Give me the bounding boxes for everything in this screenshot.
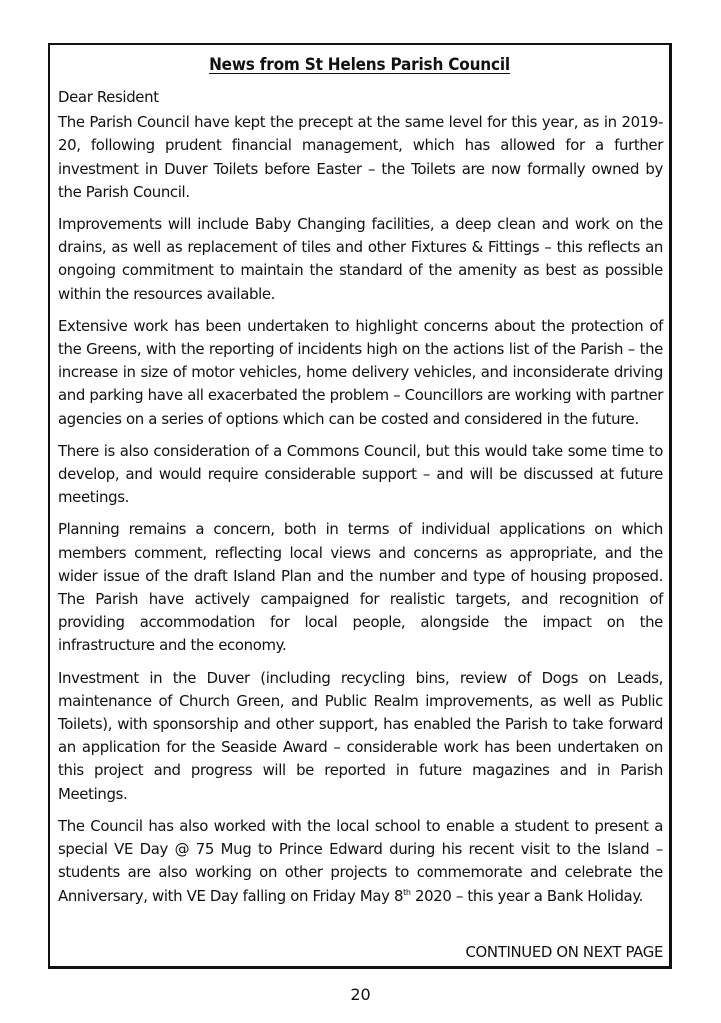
page-number: 20 <box>350 985 371 1004</box>
article-body <box>58 86 663 917</box>
paragraph-greens: Extensive work has been undertaken to highlight concerns about the protection of the Greens, with the reporting of incidents high on the actions list of the Parish – the increase in size of motor vehicles, home delivery vehicles, and inconsiderate driving and parking have all exacerbated the problem – Councillors are working with partner agencies on a series of options which can be costed and considered in the future. <box>58 316 663 428</box>
article-title: News from St Helens Parish Council <box>209 55 510 75</box>
continued-note: CONTINUED ON NEXT PAGE <box>465 943 663 961</box>
paragraph-planning: Planning remains a concern, both in terms of individual applications on which members comment, reflecting local views and concerns as appropriate, and the wider issue of the draft Island Plan and the number and type of housing proposed. The Parish have actively campaigned for realistic targets, and recognition of providing accommodation for local people, alongside the impact on the infrastructure and the economy. <box>58 520 663 655</box>
ve-day-text-end: 2020 – this year a Bank Holiday. <box>410 886 644 905</box>
paragraph-commons-council: There is also consideration of a Commons Council, but this would take some time to develop, and would require considerable support – and will be discussed at future meetings. <box>58 441 663 507</box>
ordinal-suffix: th <box>403 887 411 897</box>
paragraph-improvements: Improvements will include Baby Changing facilities, a deep clean and work on the drains, as well as replacement of tiles and other Fixtures & Fittings – this reflects an ongoing commitment to maintain the standard of the amenity as best as possible within the resources available. <box>58 215 663 303</box>
paragraph-duver-investment: Investment in the Duver (including recycling bins, review of Dogs on Leads, maintenance of Church Green, and Public Realm improvements, as well as Public Toilets), with sponsorship and other support, has enabled the Parish to take forward an application for the Seaside Award – considerable work has been undertaken on this project and progress will be reported in future magazines and in Parish Meetings. <box>58 668 663 803</box>
paragraph-precept: The Parish Council have kept the precept at the same level for this year, as in 2019-20, following prudent financial management, which has allowed for a further investment in Duver Toilets before Easter – the Toilets are now formally owned by the Parish Council. <box>58 113 663 201</box>
salutation: Dear Resident <box>58 88 159 106</box>
ve-day-text: The Council has also worked with the local school to enable a student to present a special VE Day @ 75 Mug to Prince Edward during his recent visit to the Island – students are also working on other projects to commemorate and celebrate the Anniversary, with VE Day falling on Friday May 8 <box>58 816 663 905</box>
paragraph-ve-day <box>58 815 663 908</box>
article-box <box>48 43 672 969</box>
